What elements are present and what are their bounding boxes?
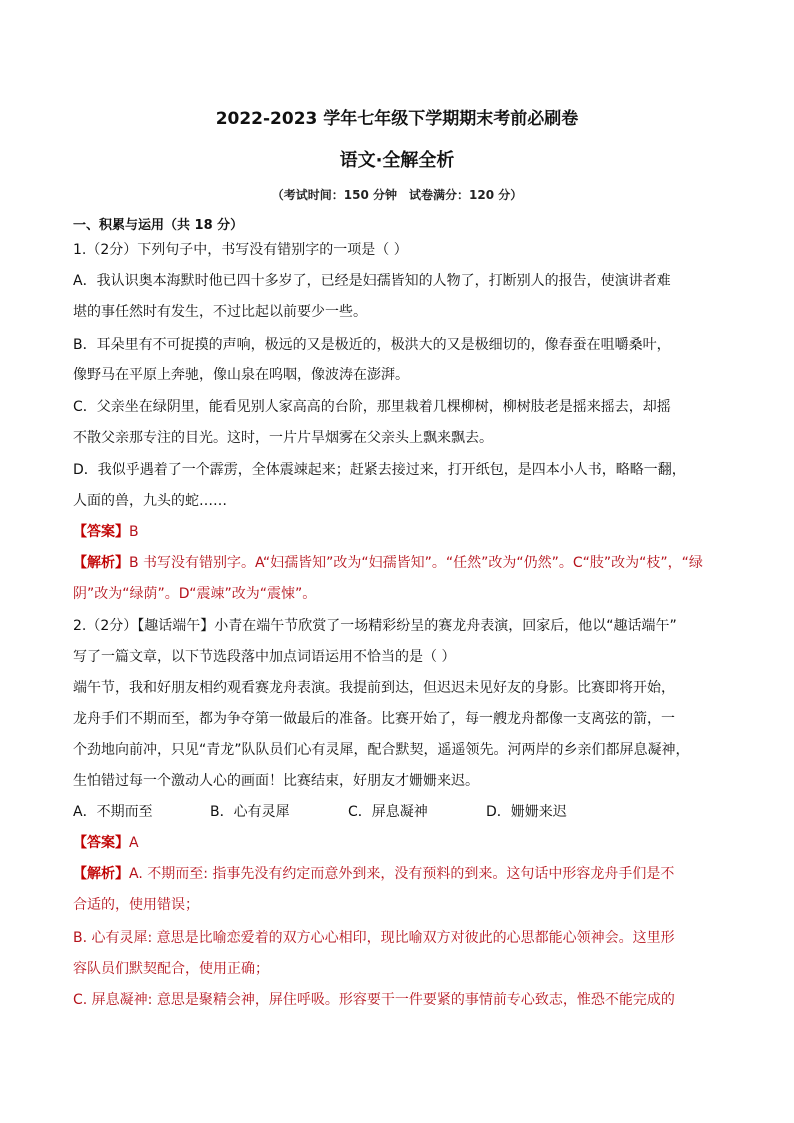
q2-option-d: D．姗姗来迟 [486,804,567,820]
q2-analysis-b-line1: B. 心有灵犀: 意思是比喻恋爱着的双方心心相印，现比喻双方对彼此的心思都能心领神会。这里形 [73,930,675,946]
q2-option-c: C．屏息凝神 [348,804,428,820]
q1-option-d-line1: D．我似乎遇着了一个霹雳，全体震竦起来；赶紧去接过来，打开纸包，是四本小人书，略略一翻， [73,462,686,478]
q2-analysis-b-line2: 容队员们默契配合，使用正确； [73,961,269,977]
answer-value: B [129,524,139,540]
answer-value: A [129,835,139,851]
analysis-tag: 【解析】 [73,555,129,571]
analysis-text: A. 不期而至: 指事先没有约定而意外到来，没有预料的到来。这句话中形容龙舟手们是不 [129,866,675,882]
q2-stem-line2: 写了一篇文章，以下节选段落中加点词语运用不恰当的是（ ） [73,649,456,665]
exam-info: （考试时间：150 分钟 试卷满分：120 分） [271,188,523,202]
answer-tag: 【答案】 [73,524,129,540]
q2-option-b: B．心有灵犀 [210,804,290,820]
q2-passage-line3: 个劲地向前冲，只见“青龙”队队员们心有灵犀，配合默契，遥遥领先。河两岸的乡亲们都屏息凝神， [73,742,690,758]
q2-passage-line1: 端午节，我和好朋友相约观看赛龙舟表演。我提前到达，但迟迟未见好友的身影。比赛即将开始， [73,680,675,696]
q1-option-c-line1: C．父亲坐在绿阴里，能看见别人家高高的台阶，那里栽着几棵柳树，柳树肢老是摇来摇去，却摇 [73,399,671,415]
q2-analysis-a-line2: 合适的，使用错误； [73,897,199,913]
q1-analysis-line2: 阴”改为“绿荫”。D“震竦”改为“震悚”。 [73,586,317,602]
section-heading: 一、积累与运用（共 18 分） [73,218,244,233]
q2-analysis-c-line1: C. 屏息凝神: 意思是聚精会神，屏住呼吸。形容要干一件要紧的事情前专心致志，惟恐不能完成的 [73,992,675,1008]
q2-passage-line4: 生怕错过每一个激动人心的画面！比赛结束，好朋友才姗姗来迟。 [73,773,479,789]
q2-answer [73,833,723,853]
q2-option-a: A．不期而至 [73,804,153,820]
q1-answer [73,522,723,542]
q1-option-d-line2: 人面的兽，九头的蛇…… [73,493,227,509]
answer-tag: 【答案】 [73,835,129,851]
analysis-text: B 书写没有错别字。A“妇孺皆知”改为“妇孺皆知”。“任然”改为“仍然”。C“肢”改为“枝”，“绿 [129,555,703,571]
page-title: 2022-2023 学年七年级下学期期末考前必刷卷 [215,109,579,129]
q1-option-a-line2: 堪的事任然时有发生，不过比起以前要少一些。 [73,304,367,320]
q1-stem: 1.（2分）下列句子中，书写没有错别字的一项是（ ） [73,242,408,258]
page-subtitle: 语文·全解全析 [339,150,455,171]
q1-analysis-line1 [73,553,723,573]
q2-passage-line2: 龙舟手们不期而至，都为争夺第一做最后的准备。比赛开始了，每一艘龙舟都像一支离弦的箭，一 [73,711,675,727]
q1-option-c-line2: 不散父亲那专注的目光。这时，一片片旱烟雾在父亲头上飘来飘去。 [73,430,493,446]
q1-option-a-line1: A．我认识奥本海默时他已四十多岁了，已经是妇孺皆知的人物了，打断别人的报告，使演讲者难 [73,273,671,289]
q1-option-b-line1: B．耳朵里有不可捉摸的声响，极远的又是极近的，极洪大的又是极细切的，像春蚕在咀嚼桑叶， [73,337,671,353]
analysis-tag: 【解析】 [73,866,129,882]
q2-stem-line1: 2.（2分）【趣话端午】小青在端午节欣赏了一场精彩纷呈的赛龙舟表演，回家后，他以“趣话端午” [73,618,677,634]
q2-analysis-a-line1 [73,864,723,884]
q1-option-b-line2: 像野马在平原上奔驰，像山泉在呜咽，像波涛在澎湃。 [73,367,409,383]
